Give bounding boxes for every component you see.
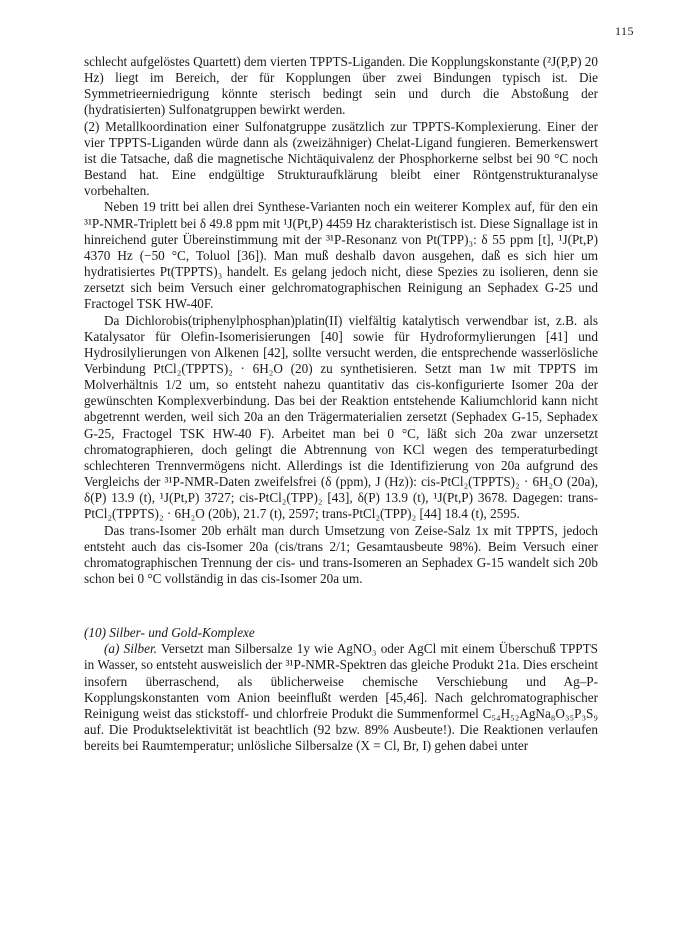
- paragraph-3: Neben 19 tritt bei allen drei Synthese-Varianten noch ein weiterer Komplex auf, für den ein ³¹P-NMR-Triplett bei δ 49.8 ppm mit ¹J(Pt,P) 4459 Hz charakteristisch ist. Diese Signallage ist in hinreichend guter Übereinstimmung mit der ³¹P-Resonanz von Pt(TPP)₃: δ 55 ppm [t], ¹J(Pt,P) 4370 Hz (−50 °C, Toluol [36]). Man muß deshalb davon ausgehen, daß es sich hier um hydratisiertes Pt(TPPTS)₃ handelt. Es gelang jedoch nicht, diese Spezies zu isolieren, denn sie zersetzt sich beim Versuch einer gelchromatographischen Reinigung an Sephadex G-25 und Fractogel TSK HW-40F.: [84, 199, 598, 312]
- paragraph-5: Das trans-Isomer 20b erhält man durch Umsetzung von Zeise-Salz 1x mit TPPTS, jedoch entsteht auch das cis-Isomer 20a (cis/trans 2/1; Gesamtausbeute 98%). Beim Versuch einer chromatographischen Trennung der cis- und trans-Isomeren an Sephadex G-15 wandelt sich 20b schon bei 0 °C vollständig in das cis-Isomer 20a um.: [84, 522, 598, 586]
- paragraph-4: Da Dichlorobis(triphenylphosphan)platin(II) vielfältig katalytisch verwendbar ist, z.B. als Katalysator für Olefin-Isomerisierungen [40] sowie für Hydroformylierungen [41] und Hydrosilylierungen von Alkenen [42], sollte versucht werden, die entsprechende wasserlösliche Verbindung PtCl₂(TPPTS)₂ · 6H₂O (20) zu synthetisieren. Setzt man 1w mit TPPTS im Molverhältnis 1/2 um, so entsteht nahezu quantitativ das cis-konfigurierte Isomer 20a der gewünschten Komplexverbindung. Das bei der Reaktion entstehende Kaliumchlorid kann nicht abgetrennt werden, weil sich 20a an den Trägermaterialien zersetzt (Sephadex G-15, Sephadex G-25, Fractogel TSK HW-40 F). Arbeitet man bei 0 °C, läßt sich 20a zwar unzersetzt chromatographieren, doch gelingt die Abtrennung von KCl wegen des temperaturbedingt schlechteren Trennvermögens nicht. Allerdings ist die Identifizierung von 20a aufgrund des Vergleichs der ³¹P-NMR-Daten zweifelsfrei (δ (ppm), J (Hz)): cis-PtCl₂(TPPTS)₂ · 6H₂O (20a), δ(P) 13.9 (t), ¹J(Pt,P) 3727; cis-PtCl₂(TPP)₂ [43], δ(P) 13.9 (t), ¹J(Pt,P) 3678. Dagegen: trans-PtCl₂(TPPTS)₂ · 6H₂O (20b), 21.7 (t), 2597; trans-PtCl₂(TPP)₂ [44] 18.4 (t), 2595.: [84, 312, 598, 522]
- subsection-text: Versetzt man Silbersalze 1y wie AgNO₃ oder AgCl mit einem Überschuß TPPTS in Wasser, so entsteht ausweislich der ³¹P-NMR-Spektren das gleiche Produkt 21a. Dies erscheint insofern überraschend, als üblicherweise chemische Verschiebung und Ag–P-Kopplungskonstanten vom Anion beeinflußt werden [45,46]. Nach gelchromatographischer Reinigung weist das stickstoff- und chlorfreie Produkt die Summenformel C₅₄H₅₂AgNa₈O₃₅P₃S₉ auf. Die Produktselektivität ist beachtlich (92 bzw. 89% Ausbeute!). Die Reaktionen verlaufen bereits bei Raumtemperatur; unlösliche Silbersalze (X = Cl, Br, I) gehen dabei unter: [84, 641, 598, 754]
- body-text: [84, 54, 598, 754]
- subsection-label: (a) Silber.: [104, 641, 157, 657]
- paragraph-2: (2) Metallkoordination einer Sulfonatgruppe zusätzlich zur TPPTS-Komplexierung. Einer der vier TPPTS-Liganden würde dann als (zweizähniger) Chelat-Ligand fungieren. Bemerkenswert ist die Tatsache, daß die magnetische Nichtäquivalenz der Phosphorkerne selbst bei 90 °C noch Bestand hat. Eine endgültige Strukturaufklärung bleibt einer Röntgenstrukturanalyse vorbehalten.: [84, 118, 598, 199]
- page-number: 115: [614, 24, 634, 38]
- subsection-paragraph: [84, 641, 598, 754]
- section-spacer: [84, 587, 598, 625]
- paragraph-1: schlecht aufgelöstes Quartett) dem vierten TPPTS-Liganden. Die Kopplungskonstante (²J(P,P) 20 Hz) liegt im Bereich, der für Kopplungen über zwei Bindungen typisch ist. Die Symmetrieerniedrigung könnte sterisch bedingt sein und durch die Abstoßung der (hydratisierten) Sulfonatgruppen bewirkt werden.: [84, 54, 598, 118]
- section-heading: (10) Silber- und Gold-Komplexe: [84, 625, 255, 641]
